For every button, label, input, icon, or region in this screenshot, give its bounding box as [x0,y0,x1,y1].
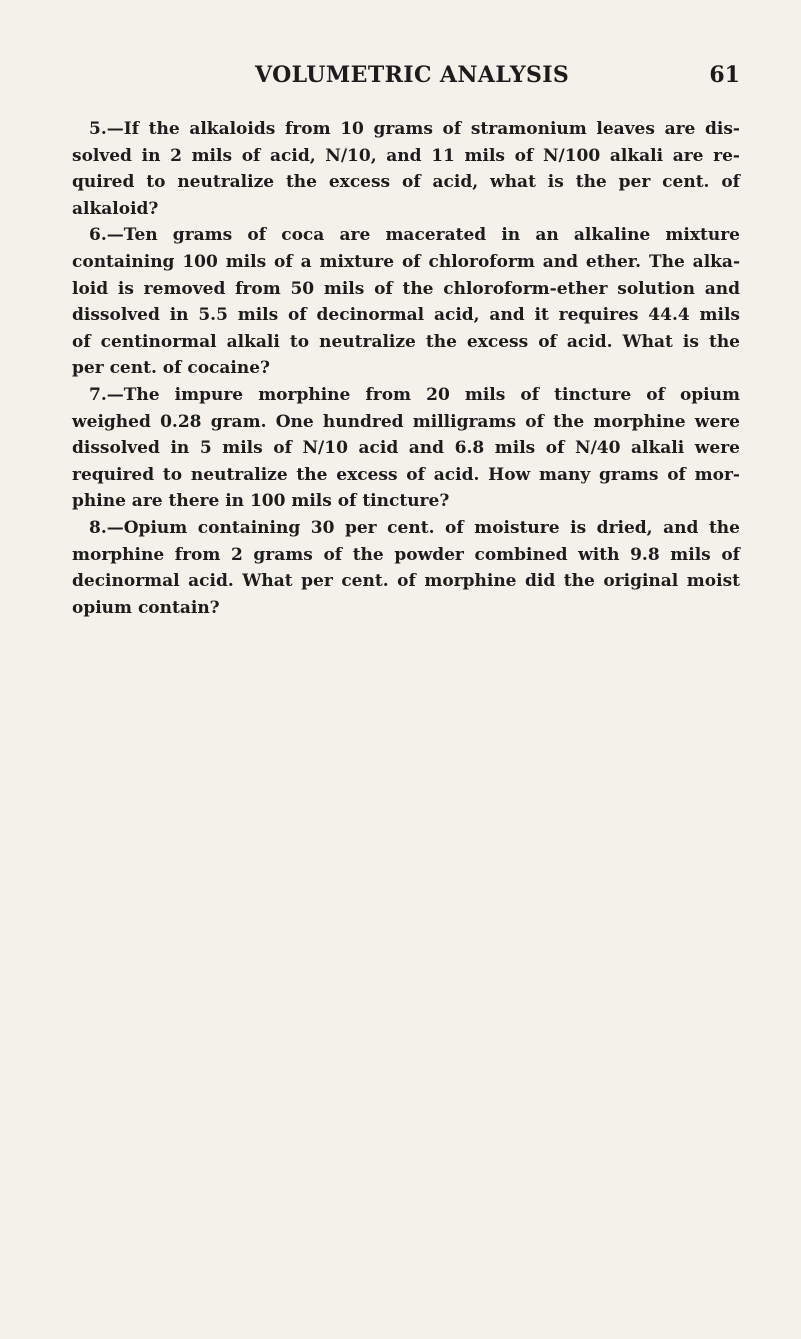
text-line: loid is removed from 50 mils of the chloroform-ether solution and [72,278,740,299]
problem-list [72,116,740,621]
running-title: VOLUMETRIC ANALYSIS [255,62,570,88]
page-header [72,62,740,94]
text-line: 8.—Opium containing 30 per cent. of moisture is dried, and the [89,517,740,538]
problem-5 [72,116,740,222]
text-line: dissolved in 5 mils of N/10 acid and 6.8 mils of N/40 alkali were [72,438,740,459]
text-line: solved in 2 mils of acid, N/10, and 11 mils of N/100 alkali are re- [72,145,740,166]
text-line: alkaloid? [72,198,159,219]
problem-8 [72,515,740,621]
problem-6 [72,222,740,382]
text-line: of centinormal alkali to neutralize the excess of acid. What is the [72,331,740,352]
text-line: decinormal acid. What per cent. of morphine did the original moist [72,571,740,592]
problem-7 [72,382,740,515]
text-line: 7.—The impure morphine from 20 mils of tincture of opium [89,384,740,405]
text-line: phine are there in 100 mils of tincture? [72,491,450,512]
text-line: morphine from 2 grams of the powder combined with 9.8 mils of [72,544,740,565]
text-line: dissolved in 5.5 mils of decinormal acid, and it requires 44.4 mils [72,305,740,326]
text-line: containing 100 mils of a mixture of chloroform and ether. The alka- [72,251,740,272]
text-line: 6.—Ten grams of coca are macerated in an alkaline mixture [89,225,740,246]
text-line: weighed 0.28 gram. One hundred milligrams of the morphine were [72,411,740,432]
text-line: per cent. of cocaine? [72,358,271,379]
page-number: 61 [709,62,740,88]
text-line: 5.—If the alkaloids from 10 grams of stramonium leaves are dis- [89,119,740,139]
text-line: opium contain? [72,597,220,618]
text-line: quired to neutralize the excess of acid, what is the per cent. of [72,172,740,193]
text-line: required to neutralize the excess of acid. How many grams of mor- [72,464,740,485]
